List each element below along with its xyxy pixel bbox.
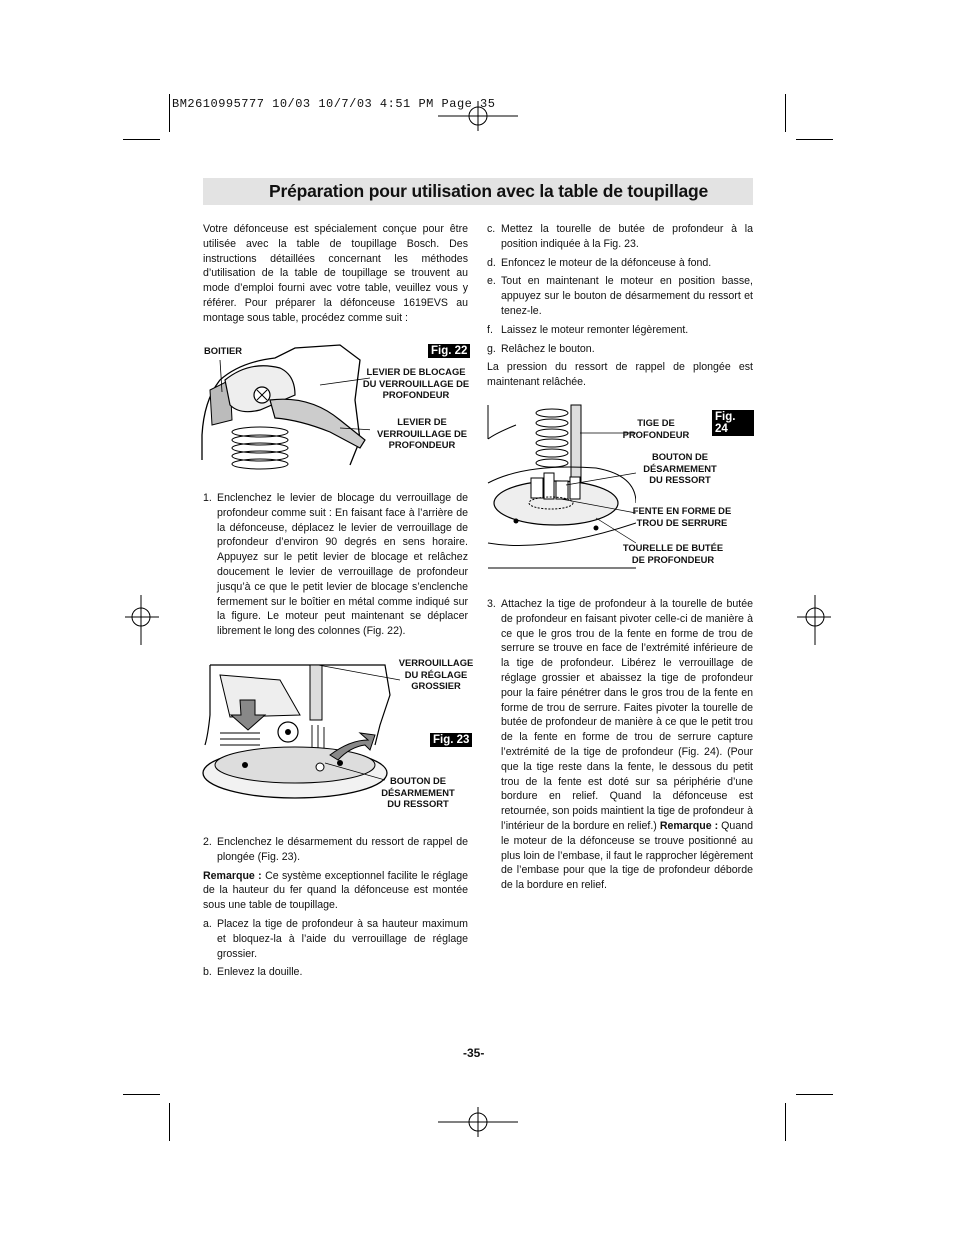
figure-23 [200, 655, 474, 815]
label-levier-verrouillage: LEVIER DE VERROUILLAGE DE PROFONDEUR [376, 416, 468, 450]
section-title-bar [203, 178, 753, 205]
registration-mark-left [121, 595, 161, 645]
fig-24-tag: Fig. 24 [712, 410, 754, 436]
depth-rod-turret-illustration [486, 403, 636, 575]
figure-22 [200, 340, 472, 470]
page-number: -35- [463, 1046, 485, 1060]
label-verrouillage-reglage: VERROUILLAGE DU RÉGLAGE GROSSIER [398, 657, 474, 691]
router-spring-release-illustration [200, 655, 400, 815]
note-paragraph: Remarque : Ce système exceptionnel facilite le réglage de la hauteur du fer quand la défonceuse est montée sous une table de toupillage. [203, 869, 469, 912]
label-fente-trou-serrure: FENTE EN FORME DE TROU DE SERRURE [632, 505, 732, 528]
label-bouton-desarmement-23: BOUTON DE DÉSARMEMENT DU RESSORT [381, 775, 455, 809]
label-tige-profondeur: TIGE DE PROFONDEUR [622, 417, 690, 440]
label-bouton-desarmement-24: BOUTON DE DÉSARMEMENT DU RESSORT [643, 451, 717, 485]
release-paragraph: La pression du ressort de rappel de plongée est maintenant relâchée. [487, 361, 753, 389]
fig-23-tag: Fig. 23 [430, 733, 472, 747]
left-column-lower: 2. Enclenchez le désarmement du ressort de rappel de plongée (Fig. 23). Remarque : Ce système exceptionnel facilite le réglage de la hauteur du fer quand la défonceuse est montée sous une table de toupillage. a. Placez la tige de profondeur à sa hauteur maximum et bloquez-la à l’aide du verrouillage de réglage grossier. b. Enlevez la douille. [203, 836, 469, 979]
label-tourelle-butee: TOURELLE DE BUTÉE DE PROFONDEUR [622, 542, 724, 565]
label-levier-blocage: LEVIER DE BLOCAGE DU VERROUILLAGE DE PROFONDEUR [362, 366, 470, 400]
registration-mark-right [795, 595, 835, 645]
fig-22-tag: Fig. 22 [428, 344, 470, 358]
intro-paragraph: Votre défonceuse est spécialement conçue pour être utilisée avec la table de toupillage Bosch. Des instructions détaillées concernant les méthodes d’utilisation de la table de toupillage se trouvent au mode d’emploi fourni avec votre table, veuillez vous y référer. Pour préparer la défonceuse 1619EVS au montage sous table, procédez comme suit : [203, 223, 468, 324]
right-column-top: c. Mettez la tourelle de butée de profondeur à la position indiquée à la Fig. 23. d. Enfoncez le moteur de la défonceuse à fond. e. Tout en maintenant le moteur en position basse, appuyez sur le bouton de désarmement du ressort et tenez-le. f. Laissez le moteur remonter légèrement. g. Relâchez le bouton. La pression du ressort de rappel de plongée est maintenant relâchée. [487, 223, 753, 389]
registration-mark-bottom [438, 1102, 518, 1142]
registration-mark-top [438, 96, 518, 136]
left-column-intro [203, 222, 468, 330]
label-boitier: BOITIER [204, 345, 243, 356]
step-1: 1. Enclenchez le levier de blocage du verrouillage de profondeur comme suit : En faisant face à l’arrière de la défonceuse, déplacez le levier de verrouillage de profondeur d’environ 90 degrés en sens horaire. Appuyez sur le petit levier de blocage et relâchez doucement le levier de verrouillage de profondeur jusqu’à ce que le petit levier de blocage s’enclenche fermement sur le boîtier en métal comme indiqué sur la figure. Le moteur peut maintenant se déplacer librement le long des colonnes (Fig. 22). [203, 492, 468, 638]
figure-24 [486, 403, 754, 575]
step-3: 3. Attachez la tige de profondeur à la tourelle de butée de profondeur en faisant pivoter celle-ci de manière à ce que le gros trou de la fente en forme de trou de serrure se trouve en face de l’extrémité inférieure de la tige de profondeur. Libérez le verrouillage de réglage grossier et abaissez la tige de profondeur pour la faire pénétrer dans le gros trou de la fente en forme de trou de serrure. Faites pivoter la tourelle de butée de profondeur de manière à ce que le petit trou de la fente en forme de trou de serrure capture l’extrémité de la tige de profondeur (Fig. 24). (Pour que la tige reste dans la fente, le dessous du petit trou de la fente est doté sur sa périphérie d’une bordure en relief. Quand la défonceuse est retournée, son poids maintient la tige de profondeur à l’intérieur de la bordure en relief.) Remarque : Quand le moteur de la défonceuse se trouve positionné au plus loin de l’embase, il faut le rapprocher légèrement de l’embase pour que la tige de profondeur déborde de la bordure en relief. [487, 598, 753, 892]
print-slug: BM2610995777 10/03 10/7/03 4:51 PM Page 35 [172, 97, 496, 111]
router-depth-lock-illustration [200, 340, 370, 470]
section-title: Préparation pour utilisation avec la table de toupillage [269, 181, 709, 201]
